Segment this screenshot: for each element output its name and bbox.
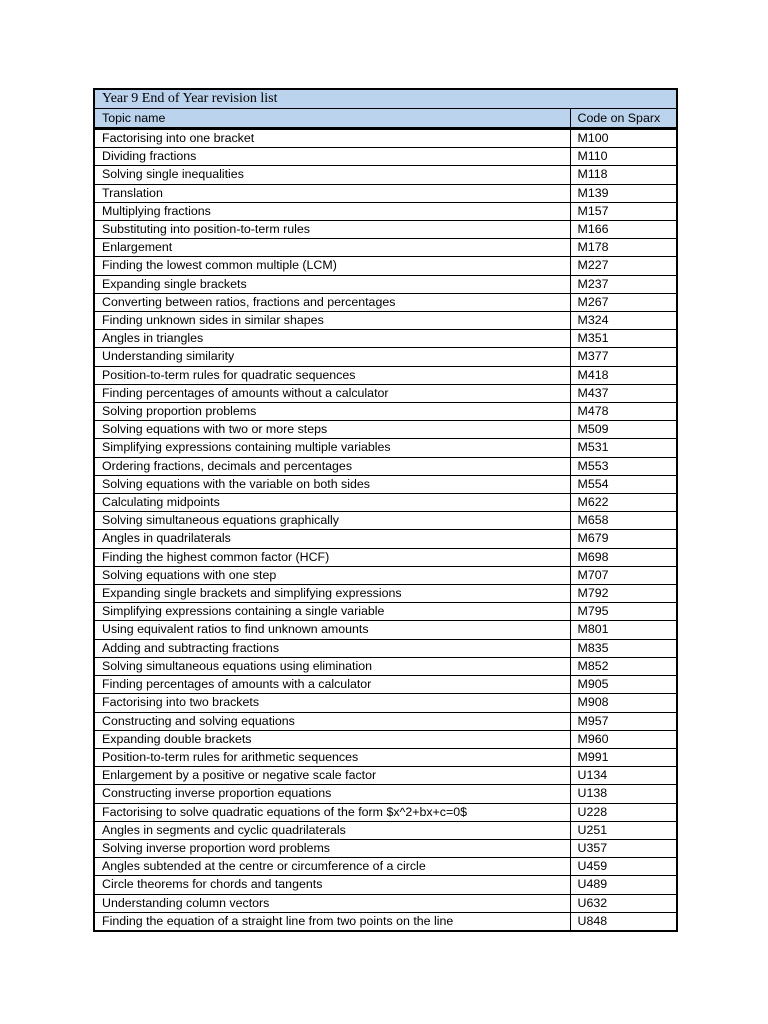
sparx-code-cell: M166 <box>570 221 677 239</box>
table-row <box>94 202 677 220</box>
topic-name-cell: Multiplying fractions <box>94 202 570 220</box>
sparx-code-cell: U134 <box>570 767 677 785</box>
table-row <box>94 275 677 293</box>
table-row <box>94 148 677 166</box>
topic-name-cell: Finding the highest common factor (HCF) <box>94 548 570 566</box>
table-row <box>94 657 677 675</box>
topic-name-cell: Solving equations with one step <box>94 566 570 584</box>
sparx-code-cell: U357 <box>570 839 677 857</box>
table-row <box>94 530 677 548</box>
header-row <box>94 109 677 129</box>
sparx-code-cell: M324 <box>570 312 677 330</box>
table-row <box>94 184 677 202</box>
sparx-code-cell: M139 <box>570 184 677 202</box>
topic-name-cell: Factorising into two brackets <box>94 694 570 712</box>
sparx-code-cell: U138 <box>570 785 677 803</box>
sparx-code-cell: M698 <box>570 548 677 566</box>
table-row <box>94 457 677 475</box>
table-title: Year 9 End of Year revision list <box>94 89 677 109</box>
table-row <box>94 694 677 712</box>
sparx-code-cell: M905 <box>570 676 677 694</box>
table-row <box>94 403 677 421</box>
topic-name-cell: Adding and subtracting fractions <box>94 639 570 657</box>
topic-name-cell: Enlargement <box>94 239 570 257</box>
table-row <box>94 330 677 348</box>
table-row <box>94 293 677 311</box>
table-row <box>94 912 677 931</box>
sparx-code-cell: M991 <box>570 748 677 766</box>
sparx-code-cell: M227 <box>570 257 677 275</box>
sparx-code-cell: M707 <box>570 566 677 584</box>
sparx-code-cell: M100 <box>570 129 677 148</box>
topic-name-cell: Solving single inequalities <box>94 166 570 184</box>
sparx-code-cell: M110 <box>570 148 677 166</box>
sparx-code-cell: M679 <box>570 530 677 548</box>
sparx-code-cell: U251 <box>570 821 677 839</box>
topic-name-cell: Enlargement by a positive or negative scale factor <box>94 767 570 785</box>
topic-name-cell: Finding the lowest common multiple (LCM) <box>94 257 570 275</box>
topic-name-cell: Position-to-term rules for quadratic sequences <box>94 366 570 384</box>
topic-name-cell: Converting between ratios, fractions and percentages <box>94 293 570 311</box>
table-row <box>94 639 677 657</box>
topic-name-cell: Finding percentages of amounts with a calculator <box>94 676 570 694</box>
table-row <box>94 803 677 821</box>
topic-name-cell: Constructing and solving equations <box>94 712 570 730</box>
topic-name-cell: Ordering fractions, decimals and percentages <box>94 457 570 475</box>
topic-name-cell: Angles in triangles <box>94 330 570 348</box>
table-row <box>94 821 677 839</box>
column-header-topic: Topic name <box>94 109 570 129</box>
table-row <box>94 566 677 584</box>
table-row <box>94 585 677 603</box>
sparx-code-cell: M908 <box>570 694 677 712</box>
topic-name-cell: Understanding column vectors <box>94 894 570 912</box>
table-row <box>94 876 677 894</box>
title-row <box>94 89 677 109</box>
topic-name-cell: Solving simultaneous equations using elimination <box>94 657 570 675</box>
sparx-code-cell: M267 <box>570 293 677 311</box>
topic-name-cell: Dividing fractions <box>94 148 570 166</box>
sparx-code-cell: M957 <box>570 712 677 730</box>
table-row <box>94 384 677 402</box>
sparx-code-cell: U848 <box>570 912 677 931</box>
topic-name-cell: Understanding similarity <box>94 348 570 366</box>
table-row <box>94 730 677 748</box>
table-row <box>94 748 677 766</box>
table-row <box>94 712 677 730</box>
table-row <box>94 548 677 566</box>
table-body <box>94 129 677 931</box>
topic-name-cell: Solving equations with two or more steps <box>94 421 570 439</box>
topic-name-cell: Constructing inverse proportion equations <box>94 785 570 803</box>
table-row <box>94 621 677 639</box>
table-row <box>94 366 677 384</box>
sparx-code-cell: M795 <box>570 603 677 621</box>
table-row <box>94 494 677 512</box>
topic-name-cell: Using equivalent ratios to find unknown amounts <box>94 621 570 639</box>
topic-name-cell: Factorising to solve quadratic equations of the form $x^2+bx+c=0$ <box>94 803 570 821</box>
topic-name-cell: Expanding double brackets <box>94 730 570 748</box>
table-row <box>94 839 677 857</box>
sparx-code-cell: M437 <box>570 384 677 402</box>
sparx-code-cell: M237 <box>570 275 677 293</box>
sparx-code-cell: M377 <box>570 348 677 366</box>
sparx-code-cell: M418 <box>570 366 677 384</box>
topic-name-cell: Substituting into position-to-term rules <box>94 221 570 239</box>
table-row <box>94 475 677 493</box>
sparx-code-cell: M835 <box>570 639 677 657</box>
topic-name-cell: Finding the equation of a straight line from two points on the line <box>94 912 570 931</box>
topic-name-cell: Expanding single brackets and simplifying expressions <box>94 585 570 603</box>
table-row <box>94 257 677 275</box>
table-row <box>94 512 677 530</box>
sparx-code-cell: M554 <box>570 475 677 493</box>
topic-name-cell: Solving proportion problems <box>94 403 570 421</box>
sparx-code-cell: U228 <box>570 803 677 821</box>
sparx-code-cell: M351 <box>570 330 677 348</box>
sparx-code-cell: M622 <box>570 494 677 512</box>
table-row <box>94 421 677 439</box>
topic-name-cell: Finding percentages of amounts without a calculator <box>94 384 570 402</box>
sparx-code-cell: M801 <box>570 621 677 639</box>
topic-name-cell: Expanding single brackets <box>94 275 570 293</box>
sparx-code-cell: U459 <box>570 858 677 876</box>
sparx-code-cell: M157 <box>570 202 677 220</box>
topic-name-cell: Solving inverse proportion word problems <box>94 839 570 857</box>
revision-list-sheet <box>93 88 676 932</box>
sparx-code-cell: M178 <box>570 239 677 257</box>
table-row <box>94 603 677 621</box>
sparx-code-cell: M118 <box>570 166 677 184</box>
sparx-code-cell: M792 <box>570 585 677 603</box>
table-row <box>94 439 677 457</box>
sparx-code-cell: U632 <box>570 894 677 912</box>
revision-table <box>93 88 678 932</box>
topic-name-cell: Factorising into one bracket <box>94 129 570 148</box>
topic-name-cell: Angles in segments and cyclic quadrilaterals <box>94 821 570 839</box>
table-row <box>94 221 677 239</box>
table-row <box>94 767 677 785</box>
topic-name-cell: Solving simultaneous equations graphically <box>94 512 570 530</box>
table-row <box>94 894 677 912</box>
topic-name-cell: Circle theorems for chords and tangents <box>94 876 570 894</box>
sparx-code-cell: M852 <box>570 657 677 675</box>
sparx-code-cell: M960 <box>570 730 677 748</box>
topic-name-cell: Angles in quadrilaterals <box>94 530 570 548</box>
table-row <box>94 312 677 330</box>
topic-name-cell: Position-to-term rules for arithmetic sequences <box>94 748 570 766</box>
table-row <box>94 166 677 184</box>
table-row <box>94 129 677 148</box>
column-header-code: Code on Sparx <box>570 109 677 129</box>
table-row <box>94 348 677 366</box>
table-row <box>94 785 677 803</box>
sparx-code-cell: M658 <box>570 512 677 530</box>
table-row <box>94 676 677 694</box>
sparx-code-cell: M531 <box>570 439 677 457</box>
topic-name-cell: Simplifying expressions containing multiple variables <box>94 439 570 457</box>
topic-name-cell: Calculating midpoints <box>94 494 570 512</box>
table-row <box>94 239 677 257</box>
topic-name-cell: Solving equations with the variable on both sides <box>94 475 570 493</box>
table-row <box>94 858 677 876</box>
sparx-code-cell: M553 <box>570 457 677 475</box>
topic-name-cell: Translation <box>94 184 570 202</box>
topic-name-cell: Finding unknown sides in similar shapes <box>94 312 570 330</box>
sparx-code-cell: M509 <box>570 421 677 439</box>
sparx-code-cell: M478 <box>570 403 677 421</box>
topic-name-cell: Simplifying expressions containing a single variable <box>94 603 570 621</box>
topic-name-cell: Angles subtended at the centre or circumference of a circle <box>94 858 570 876</box>
sparx-code-cell: U489 <box>570 876 677 894</box>
